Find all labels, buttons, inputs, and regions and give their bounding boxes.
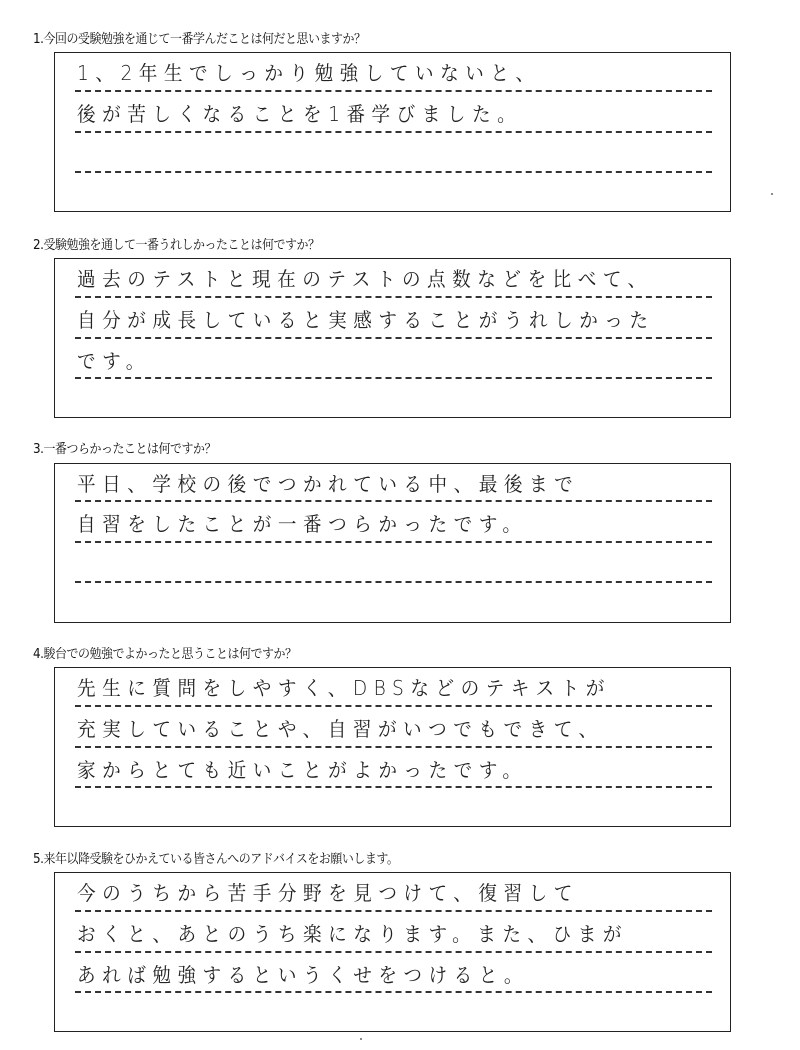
answer-4-line-1: 先生に質問をしやすく、DBSなどのテキストが (77, 678, 611, 698)
answer-2-line-1: 過去のテストと現在のテストの点数などを比べて、 (77, 269, 653, 289)
ruled-line (75, 296, 712, 298)
answer-box-3 (54, 463, 731, 623)
answer-5-line-1: 今のうちから苦手分野を見つけて、復習して (77, 883, 579, 903)
ruled-line (75, 171, 712, 173)
answer-3-line-1: 平日、学校の後でつかれている中、最後まで (77, 474, 580, 494)
ruled-line (75, 705, 712, 707)
ruled-line (75, 910, 712, 912)
question-2-label: 2.受験勉強を通して一番うれしかったことは何ですか？ (33, 238, 320, 253)
answer-box-5 (54, 872, 731, 1032)
ruled-line (75, 337, 712, 339)
answer-box-1 (54, 52, 731, 212)
ruled-line (75, 991, 712, 993)
ruled-line (75, 131, 712, 133)
ruled-line (75, 951, 712, 953)
answer-5-line-3: あれば勉強するというくせをつけると。 (77, 965, 529, 985)
ruled-line (75, 500, 712, 502)
ruled-line (75, 786, 712, 788)
answer-4-line-3: 家からとても近いことがよかったです。 (77, 760, 528, 780)
answer-2-line-3: です。 (77, 351, 151, 371)
question-3-label: 3.一番つらかったことは何ですか？ (33, 442, 216, 457)
scan-speck (771, 193, 773, 195)
answer-4-line-2: 充実していることや、自習がいつでもできて、 (77, 719, 604, 739)
ruled-line (75, 581, 712, 583)
answer-box-2 (54, 258, 731, 418)
answer-2-line-2: 自分が成長していると実感することがうれしかった (77, 310, 655, 330)
answer-3-line-2: 自習をしたことが一番つらかったです。 (77, 514, 528, 534)
answer-1-line-1: 1、2年生でしっかり勉強していないと、 (77, 63, 541, 83)
answer-box-4 (54, 667, 731, 827)
question-5-label: 5.来年以降受験をひかえている皆さんへのアドバイスをお願いします。 (33, 852, 399, 867)
scan-speck (360, 1038, 362, 1040)
answer-1-line-2: 後が苦しくなることを1番学びました。 (77, 104, 523, 124)
ruled-line (75, 541, 712, 543)
question-1-label: 1.今回の受験勉強を通じて一番学んだことは何だと思いますか？ (33, 32, 366, 47)
ruled-line (75, 377, 712, 379)
ruled-line (75, 746, 712, 748)
answer-5-line-2: おくと、あとのうち楽になります。また、ひまが (77, 924, 628, 944)
question-4-label: 4.駿台での勉強でよかったと思うことは何ですか？ (33, 647, 297, 662)
ruled-line (75, 90, 712, 92)
